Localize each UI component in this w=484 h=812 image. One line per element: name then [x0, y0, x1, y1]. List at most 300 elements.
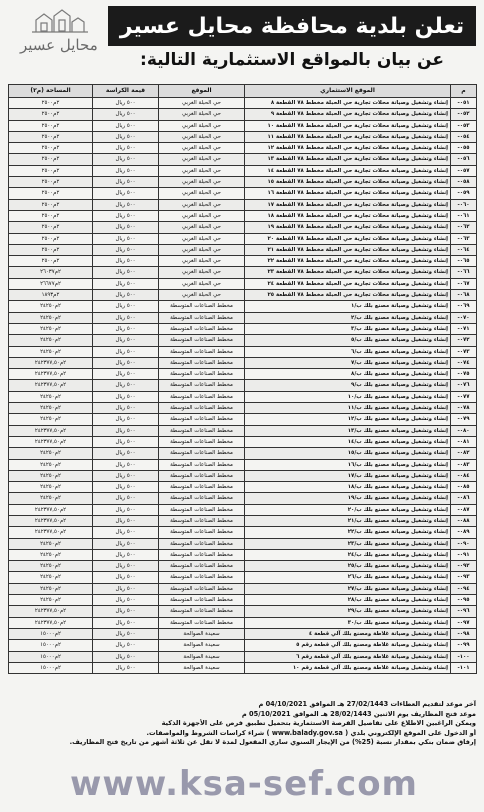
booklet-price: ٥٠٠ ريال — [93, 493, 159, 504]
table-row — [9, 369, 477, 380]
site-description: إنشاء وتشغيل وصيانة مصنع بلك ب/١٦ — [245, 459, 451, 470]
site-location: مخطط الصناعات المتوسطة — [159, 369, 245, 380]
row-number: ٠٩٤- — [451, 583, 477, 594]
site-location: مخطط الصناعات المتوسطة — [159, 470, 245, 481]
row-number: ٠٨٠- — [451, 425, 477, 436]
table-row — [9, 109, 477, 120]
site-area: ٢م٢٤٢٥٠ — [9, 561, 93, 572]
site-area: ٢م٢٤٢٥٠ — [9, 312, 93, 323]
site-description: إنشاء وتشغيل وصيانة مصنع بلك ب/٢٢ — [245, 527, 451, 538]
site-area: ٢م٢٤٢٥٠ — [9, 391, 93, 402]
site-description: إنشاء وتشغيل وصيانة مصنع بلك ب/٦ — [245, 346, 451, 357]
footer-line-website: أو الدخول على الموقع الإلكتروني بلدي ( www.balady.gov.sa ) شراء كراسات الشروط والمواصفات. — [146, 728, 476, 737]
table-row — [9, 640, 477, 651]
table-row — [9, 290, 477, 301]
site-area: ٢م٢٤٢٣٧٧,٥٠ — [9, 436, 93, 447]
site-description: إنشاء وتشغيل وصيانة مصنع بلك ب/٢ — [245, 312, 451, 323]
table-row — [9, 131, 477, 142]
site-description: إنشاء وتشغيل وصيانة مصنع بلك ب/١٥ — [245, 448, 451, 459]
booklet-price: ٥٠٠ ريال — [93, 335, 159, 346]
site-description: إنشاء وتشغيل وصيانة مصنع بلك ب/١٢ — [245, 414, 451, 425]
table-row — [9, 606, 477, 617]
booklet-price: ٥٠٠ ريال — [93, 256, 159, 267]
page-subtitle: عن بيان بالمواقع الاستثمارية التالية: — [140, 50, 444, 70]
site-area: ٢م٢٤٢٣٧٧,٥٠ — [9, 527, 93, 538]
table-row — [9, 391, 477, 402]
header-banner — [108, 6, 476, 46]
site-location: حي الحبلة الغربي — [159, 199, 245, 210]
site-location: مخطط الصناعات المتوسطة — [159, 561, 245, 572]
site-area: ٢م٢٤٢٣٧٧,٥٠ — [9, 357, 93, 368]
booklet-price: ٥٠٠ ريال — [93, 527, 159, 538]
site-location: حي الحبلة الغربي — [159, 256, 245, 267]
site-area: ٢م٢٥٠٠ — [9, 165, 93, 176]
table-row — [9, 662, 477, 673]
site-description: إنشاء وتشغيل وصيانة غلاطة ومصنع بلك آلي قطعة رقم ٦ — [245, 651, 451, 662]
site-location: مخطط الصناعات المتوسطة — [159, 549, 245, 560]
row-number: ٠٩٨- — [451, 628, 477, 639]
site-description: إنشاء وتشغيل وصيانة مصنع بلك ب/١٩ — [245, 493, 451, 504]
footer-line-deadline: آخر موعد لتقديم العطاءات 27/02/1443 هـ الموافق 04/10/2021 م — [258, 700, 476, 708]
booklet-price: ٥٠٠ ريال — [93, 617, 159, 628]
table-row — [9, 448, 477, 459]
row-number: ٠٦٢- — [451, 222, 477, 233]
row-number: ٠٧٨- — [451, 403, 477, 414]
booklet-price: ٥٠٠ ريال — [93, 131, 159, 142]
table-row — [9, 459, 477, 470]
row-number: ٠٧٠- — [451, 312, 477, 323]
table-row — [9, 482, 477, 493]
table-row — [9, 504, 477, 515]
row-number: ٠٩٥- — [451, 595, 477, 606]
table-row — [9, 617, 477, 628]
booklet-price: ٥٠٠ ريال — [93, 595, 159, 606]
row-number: ١٠١- — [451, 662, 477, 673]
site-description: إنشاء وتشغيل وصيانة مصنع بلك ب/١ — [245, 301, 451, 312]
site-location: مخطط الصناعات المتوسطة — [159, 323, 245, 334]
site-location: حي الحبلة الغربي — [159, 188, 245, 199]
booklet-price: ٥٠٠ ريال — [93, 109, 159, 120]
site-description: إنشاء وتشغيل وصيانة مصنع بلك ب/٢٩ — [245, 606, 451, 617]
site-area: ٢م٢٤٢٣٧٧,٥٠ — [9, 515, 93, 526]
booklet-price: ٥٠٠ ريال — [93, 143, 159, 154]
booklet-price: ٥٠٠ ريال — [93, 482, 159, 493]
row-number: ٠٧٥- — [451, 369, 477, 380]
row-number: ٠٥٦- — [451, 154, 477, 165]
site-description: إنشاء وتشغيل وصيانة محلات تجارية حي الحبلة مخطط ٧٨ القطعة ٢١ — [245, 244, 451, 255]
row-number: ٠٥٣- — [451, 120, 477, 131]
site-location: مخطط الصناعات المتوسطة — [159, 301, 245, 312]
site-location: مخطط الصناعات المتوسطة — [159, 583, 245, 594]
table-row — [9, 210, 477, 221]
site-area: ٢م٢٥٠٠ — [9, 233, 93, 244]
site-description: إنشاء وتشغيل وصيانة محلات تجارية حي الحبلة مخطط ٧٨ القطعة ١١ — [245, 131, 451, 142]
site-description: إنشاء وتشغيل وصيانة محلات تجارية حي الحبلة مخطط ٧٨ القطعة ٩ — [245, 109, 451, 120]
site-location: سعيدة الصوالحة — [159, 640, 245, 651]
booklet-price: ٥٠٠ ريال — [93, 448, 159, 459]
table-row — [9, 267, 477, 278]
booklet-price: ٥٠٠ ريال — [93, 640, 159, 651]
municipality-logo — [6, 4, 102, 64]
row-number: ٠٥٥- — [451, 143, 477, 154]
sites-table-container — [8, 84, 476, 674]
site-area: ٢م٢٥٠٠ — [9, 109, 93, 120]
row-number: ٠٥٤- — [451, 131, 477, 142]
footer-notes — [8, 700, 476, 748]
site-area: ٢م٢٤٢٥٠ — [9, 470, 93, 481]
site-location: مخطط الصناعات المتوسطة — [159, 436, 245, 447]
booklet-price: ٥٠٠ ريال — [93, 98, 159, 109]
site-area: ٢م٢٤٢٣٧٧,٥٠ — [9, 369, 93, 380]
booklet-price: ٥٠٠ ريال — [93, 561, 159, 572]
table-row — [9, 403, 477, 414]
booklet-price: ٥٠٠ ريال — [93, 606, 159, 617]
site-area: ٢م٢٤٢٥٠ — [9, 493, 93, 504]
site-area: ٢م٢٤٢٥٠ — [9, 448, 93, 459]
table-row — [9, 120, 477, 131]
site-location: حي الحبلة الغربي — [159, 244, 245, 255]
table-row — [9, 165, 477, 176]
site-description: إنشاء وتشغيل وصيانة مصنع بلك ب/٨ — [245, 369, 451, 380]
logo-text: محايل عسير — [20, 36, 98, 54]
site-area: ٢م٢٥٠٠ — [9, 120, 93, 131]
row-number: ٠٨٦- — [451, 493, 477, 504]
row-number: ٠٥٢- — [451, 109, 477, 120]
site-description: إنشاء وتشغيل وصيانة مصنع بلك ب/١٤ — [245, 436, 451, 447]
site-area: ٢م٢٤٢٥٠ — [9, 595, 93, 606]
table-row — [9, 357, 477, 368]
row-number: ٠٦٠- — [451, 199, 477, 210]
site-description: إنشاء وتشغيل وصيانة محلات تجارية حي الحبلة مخطط ٧٨ القطعة ٢٤ — [245, 278, 451, 289]
site-area: ٢م١٥٠٠٠ — [9, 662, 93, 673]
site-area: ٢م٢٤٢٣٧٧,٥٠ — [9, 617, 93, 628]
site-location: مخطط الصناعات المتوسطة — [159, 391, 245, 402]
table-row — [9, 549, 477, 560]
booklet-price: ٥٠٠ ريال — [93, 369, 159, 380]
site-location: مخطط الصناعات المتوسطة — [159, 312, 245, 323]
site-area: ٢م١٨٩٣ — [9, 290, 93, 301]
table-row — [9, 256, 477, 267]
row-number: ٠٨٨- — [451, 515, 477, 526]
site-area: ٢م٢٤٢٥٠ — [9, 335, 93, 346]
site-area: ٢م١٥٠٠٠ — [9, 651, 93, 662]
row-number: ٠٥٩- — [451, 188, 477, 199]
booklet-price: ٥٠٠ ريال — [93, 244, 159, 255]
site-description: إنشاء وتشغيل وصيانة محلات تجارية حي الحبلة مخطط ٧٨ القطعة ١٢ — [245, 143, 451, 154]
site-location: مخطط الصناعات المتوسطة — [159, 482, 245, 493]
row-number: ٠٨٩- — [451, 527, 477, 538]
table-row — [9, 651, 477, 662]
row-number: ٠٨٧- — [451, 504, 477, 515]
row-number: ٠٩٣- — [451, 572, 477, 583]
site-location: حي الحبلة الغربي — [159, 210, 245, 221]
site-description: إنشاء وتشغيل وصيانة مصنع بلك ب/٢٠ — [245, 504, 451, 515]
table-row — [9, 436, 477, 447]
site-area: ٢م٢٥٠٠ — [9, 98, 93, 109]
site-description: إنشاء وتشغيل وصيانة مصنع بلك ب/١٨ — [245, 482, 451, 493]
site-area: ٢م٢٤٢٣٧٧,٥٠ — [9, 425, 93, 436]
site-description: إنشاء وتشغيل وصيانة مصنع بلك ب/٢٧ — [245, 583, 451, 594]
booklet-price: ٥٠٠ ريال — [93, 267, 159, 278]
row-number: ٠٦٣- — [451, 233, 477, 244]
row-number: ٠٦٧- — [451, 278, 477, 289]
site-location: حي الحبلة الغربي — [159, 233, 245, 244]
site-location: مخطط الصناعات المتوسطة — [159, 357, 245, 368]
site-location: مخطط الصناعات المتوسطة — [159, 346, 245, 357]
row-number: ٠٩١- — [451, 549, 477, 560]
column-header-booklet-price: قيمة الكراسة — [93, 85, 159, 98]
watermark: www.ksa-sef.com — [70, 764, 418, 804]
site-description: إنشاء وتشغيل وصيانة غلاطة ومصنع بلك آلي قطعة ٤ — [245, 628, 451, 639]
table-row — [9, 425, 477, 436]
row-number: ٠٩٧- — [451, 617, 477, 628]
site-description: إنشاء وتشغيل وصيانة مصنع بلك ب/٢٦ — [245, 572, 451, 583]
site-location: حي الحبلة الغربي — [159, 120, 245, 131]
site-location: حي الحبلة الغربي — [159, 267, 245, 278]
table-row — [9, 301, 477, 312]
site-description: إنشاء وتشغيل وصيانة مصنع بلك ب/٢٨ — [245, 595, 451, 606]
site-area: ٢م٢٤٢٥٠ — [9, 403, 93, 414]
site-location: حي الحبلة الغربي — [159, 165, 245, 176]
site-description: إنشاء وتشغيل وصيانة محلات تجارية حي الحبلة مخطط ٧٨ القطعة ١٠ — [245, 120, 451, 131]
row-number: ٠٦١- — [451, 210, 477, 221]
site-area: ٢م٢٤٢٣٧٧,٥٠ — [9, 380, 93, 391]
site-area: ٢م١٥٠٠٠ — [9, 640, 93, 651]
row-number: ٠٦٥- — [451, 256, 477, 267]
site-area: ٢م٢٤٢٥٠ — [9, 482, 93, 493]
site-area: ٢م٢٦٦٧٧ — [9, 278, 93, 289]
row-number: ٠٩٦- — [451, 606, 477, 617]
booklet-price: ٥٠٠ ريال — [93, 436, 159, 447]
site-description: إنشاء وتشغيل وصيانة مصنع بلك ب/١٣ — [245, 425, 451, 436]
booklet-price: ٥٠٠ ريال — [93, 403, 159, 414]
site-area: ٢م٢٥٠٠ — [9, 210, 93, 221]
booklet-price: ٥٠٠ ريال — [93, 414, 159, 425]
booklet-price: ٥٠٠ ريال — [93, 222, 159, 233]
table-row — [9, 583, 477, 594]
row-number: ٠٦٤- — [451, 244, 477, 255]
site-area: ٢م٢٥٠٠ — [9, 177, 93, 188]
site-area: ٢م٢٤٢٥٠ — [9, 414, 93, 425]
site-description: إنشاء وتشغيل وصيانة غلاطة ومصنع بلك آلي قطعة رقم ١٠ — [245, 662, 451, 673]
booklet-price: ٥٠٠ ريال — [93, 177, 159, 188]
site-description: إنشاء وتشغيل وصيانة محلات تجارية حي الحبلة مخطط ٧٨ القطعة ١٨ — [245, 210, 451, 221]
site-description: إنشاء وتشغيل وصيانة مصنع بلك ب/٣ — [245, 323, 451, 334]
site-location: سعيدة الصوالحة — [159, 628, 245, 639]
booklet-price: ٥٠٠ ريال — [93, 120, 159, 131]
booklet-price: ٥٠٠ ريال — [93, 154, 159, 165]
booklet-price: ٥٠٠ ريال — [93, 504, 159, 515]
site-description: إنشاء وتشغيل وصيانة محلات تجارية حي الحبلة مخطط ٧٨ القطعة ٢٥ — [245, 290, 451, 301]
site-description: إنشاء وتشغيل وصيانة مصنع بلك ب/٣٠ — [245, 617, 451, 628]
site-description: إنشاء وتشغيل وصيانة محلات تجارية حي الحبلة مخطط ٧٨ القطعة ١٩ — [245, 222, 451, 233]
booklet-price: ٥٠٠ ريال — [93, 470, 159, 481]
table-row — [9, 561, 477, 572]
site-description: إنشاء وتشغيل وصيانة محلات تجارية حي الحبلة مخطط ٧٨ القطعة ١٧ — [245, 199, 451, 210]
site-location: مخطط الصناعات المتوسطة — [159, 515, 245, 526]
row-number: ٠٩٢- — [451, 561, 477, 572]
footer-line-guarantee: إرفاق ضمان بنكي بمقدار نسبة (25%) من الإيجار السنوي ساري المفعول لمدة لا تقل عن ثلاثة أشهر من تاريخ فتح المظاريف. — [69, 738, 476, 747]
booklet-price: ٥٠٠ ريال — [93, 278, 159, 289]
row-number: ٠٥١- — [451, 98, 477, 109]
site-description: إنشاء وتشغيل وصيانة محلات تجارية حي الحبلة مخطط ٧٨ القطعة ١٤ — [245, 165, 451, 176]
site-location: مخطط الصناعات المتوسطة — [159, 617, 245, 628]
booklet-price: ٥٠٠ ريال — [93, 549, 159, 560]
booklet-price: ٥٠٠ ريال — [93, 538, 159, 549]
booklet-price: ٥٠٠ ريال — [93, 357, 159, 368]
site-area: ٢م٢٥٠٠ — [9, 154, 93, 165]
site-location: حي الحبلة الغربي — [159, 143, 245, 154]
column-header-site: الموقع الاستثماري — [245, 85, 451, 98]
booklet-price: ٥٠٠ ريال — [93, 301, 159, 312]
site-description: إنشاء وتشغيل وصيانة مصنع بلك ب/٧ — [245, 357, 451, 368]
table-row — [9, 595, 477, 606]
row-number: ٠٧٢- — [451, 335, 477, 346]
site-location: حي الحبلة الغربي — [159, 290, 245, 301]
row-number: ٠٨٣- — [451, 459, 477, 470]
site-area: ٢م٢٤٢٥٠ — [9, 538, 93, 549]
site-location: مخطط الصناعات المتوسطة — [159, 459, 245, 470]
site-area: ٢م٢٥٠٠ — [9, 256, 93, 267]
site-location: سعيدة الصوالحة — [159, 651, 245, 662]
site-description: إنشاء وتشغيل وصيانة محلات تجارية حي الحبلة مخطط ٧٨ القطعة ١٣ — [245, 154, 451, 165]
booklet-price: ٥٠٠ ريال — [93, 312, 159, 323]
site-description: إنشاء وتشغيل وصيانة محلات تجارية حي الحبلة مخطط ٧٨ القطعة ٢٢ — [245, 256, 451, 267]
site-description: إنشاء وتشغيل وصيانة غلاطة ومصنع بلك آلي قطعة رقم ٥ — [245, 640, 451, 651]
table-row — [9, 628, 477, 639]
row-number: ٠٨١- — [451, 436, 477, 447]
site-description: إنشاء وتشغيل وصيانة مصنع بلك ب/٢٤ — [245, 549, 451, 560]
site-area: ٢م١٥٠٠٠ — [9, 628, 93, 639]
site-description: إنشاء وتشغيل وصيانة محلات تجارية حي الحبلة مخطط ٧٨ القطعة ٢٣ — [245, 267, 451, 278]
site-area: ٢م٢٤٢٥٠ — [9, 346, 93, 357]
booklet-price: ٥٠٠ ريال — [93, 290, 159, 301]
table-row — [9, 233, 477, 244]
table-row — [9, 527, 477, 538]
site-location: مخطط الصناعات المتوسطة — [159, 504, 245, 515]
table-row — [9, 222, 477, 233]
booklet-price: ٥٠٠ ريال — [93, 165, 159, 176]
site-location: حي الحبلة الغربي — [159, 222, 245, 233]
site-area: ٢م٢٥٠٠ — [9, 199, 93, 210]
row-number: ٠٦٩- — [451, 301, 477, 312]
site-description: إنشاء وتشغيل وصيانة مصنع بلك ب/٥ — [245, 335, 451, 346]
row-number: ٠٨٤- — [451, 470, 477, 481]
site-location: مخطط الصناعات المتوسطة — [159, 493, 245, 504]
booklet-price: ٥٠٠ ريال — [93, 425, 159, 436]
site-area: ٢م٢٤٢٥٠ — [9, 323, 93, 334]
row-number: ٠٧١- — [451, 323, 477, 334]
table-row — [9, 380, 477, 391]
site-area: ٢م٢٥٠٠ — [9, 222, 93, 233]
site-location: مخطط الصناعات المتوسطة — [159, 572, 245, 583]
site-area: ٢م٢٥٠٠ — [9, 131, 93, 142]
booklet-price: ٥٠٠ ريال — [93, 210, 159, 221]
site-location: مخطط الصناعات المتوسطة — [159, 335, 245, 346]
row-number: ٠٧٦- — [451, 380, 477, 391]
site-area: ٢م٢٥٠٠ — [9, 188, 93, 199]
row-number: ٠٧٧- — [451, 391, 477, 402]
booklet-price: ٥٠٠ ريال — [93, 323, 159, 334]
booklet-price: ٥٠٠ ريال — [93, 459, 159, 470]
table-row — [9, 199, 477, 210]
site-location: مخطط الصناعات المتوسطة — [159, 527, 245, 538]
booklet-price: ٥٠٠ ريال — [93, 199, 159, 210]
site-description: إنشاء وتشغيل وصيانة مصنع بلك ب/٢٣ — [245, 538, 451, 549]
table-row — [9, 244, 477, 255]
row-number: ٠٥٧- — [451, 165, 477, 176]
booklet-price: ٥٠٠ ريال — [93, 233, 159, 244]
table-row — [9, 335, 477, 346]
site-location: مخطط الصناعات المتوسطة — [159, 595, 245, 606]
site-description: إنشاء وتشغيل وصيانة محلات تجارية حي الحبلة مخطط ٧٨ القطعة ١٥ — [245, 177, 451, 188]
page-title: تعلن بلدية محافظة محايل عسير — [119, 13, 465, 39]
site-area: ٢م٢٥٠٠ — [9, 143, 93, 154]
table-row — [9, 98, 477, 109]
table-row — [9, 414, 477, 425]
investment-sites-table — [8, 84, 477, 674]
booklet-price: ٥٠٠ ريال — [93, 583, 159, 594]
site-area: ٢م٢٤٢٥٠ — [9, 301, 93, 312]
site-description: إنشاء وتشغيل وصيانة مصنع بلك ب/٢٥ — [245, 561, 451, 572]
site-location: مخطط الصناعات المتوسطة — [159, 414, 245, 425]
site-area: ٢م٢٥٠٠ — [9, 244, 93, 255]
site-area: ٢م٢٤٢٥٠ — [9, 549, 93, 560]
booklet-price: ٥٠٠ ريال — [93, 662, 159, 673]
site-area: ٢م٢٤٢٣٧٧,٥٠ — [9, 504, 93, 515]
row-number: ٠٧٤- — [451, 357, 477, 368]
table-row — [9, 515, 477, 526]
column-header-number: م — [451, 85, 477, 98]
table-header-row — [9, 85, 477, 98]
row-number: ٠٨٥- — [451, 482, 477, 493]
booklet-price: ٥٠٠ ريال — [93, 346, 159, 357]
table-row — [9, 346, 477, 357]
site-area: ٢م٢٦٠٣٧ — [9, 267, 93, 278]
row-number: ١٠٠- — [451, 651, 477, 662]
booklet-price: ٥٠٠ ريال — [93, 188, 159, 199]
row-number: ٠٥٨- — [451, 177, 477, 188]
site-location: مخطط الصناعات المتوسطة — [159, 380, 245, 391]
row-number: ٠٩٠- — [451, 538, 477, 549]
site-description: إنشاء وتشغيل وصيانة محلات تجارية حي الحبلة مخطط ٧٨ القطعة ٢٠ — [245, 233, 451, 244]
row-number: ٠٧٩- — [451, 414, 477, 425]
site-location: حي الحبلة الغربي — [159, 278, 245, 289]
site-location: حي الحبلة الغربي — [159, 154, 245, 165]
booklet-price: ٥٠٠ ريال — [93, 628, 159, 639]
booklet-price: ٥٠٠ ريال — [93, 515, 159, 526]
table-row — [9, 572, 477, 583]
footer-line-opening: موعد فتح المظاريف يوم الاثنين 28/02/1443 هـ الموافق 05/10/2021 م — [241, 709, 476, 718]
site-description: إنشاء وتشغيل وصيانة محلات تجارية حي الحبلة مخطط ٧٨ القطعة ٨ — [245, 98, 451, 109]
booklet-price: ٥٠٠ ريال — [93, 572, 159, 583]
booklet-price: ٥٠٠ ريال — [93, 380, 159, 391]
site-description: إنشاء وتشغيل وصيانة مصنع بلك ب/٢١ — [245, 515, 451, 526]
table-row — [9, 278, 477, 289]
table-row — [9, 154, 477, 165]
site-description: إنشاء وتشغيل وصيانة مصنع بلك ب/١٠ — [245, 391, 451, 402]
site-location: حي الحبلة الغربي — [159, 98, 245, 109]
booklet-price: ٥٠٠ ريال — [93, 651, 159, 662]
table-row — [9, 493, 477, 504]
table-row — [9, 312, 477, 323]
site-description: إنشاء وتشغيل وصيانة مصنع بلك ب/١١ — [245, 403, 451, 414]
table-row — [9, 188, 477, 199]
site-description: إنشاء وتشغيل وصيانة محلات تجارية حي الحبلة مخطط ٧٨ القطعة ١٦ — [245, 188, 451, 199]
row-number: ٠٦٨- — [451, 290, 477, 301]
row-number: ٠٧٣- — [451, 346, 477, 357]
building-icon — [6, 4, 102, 64]
